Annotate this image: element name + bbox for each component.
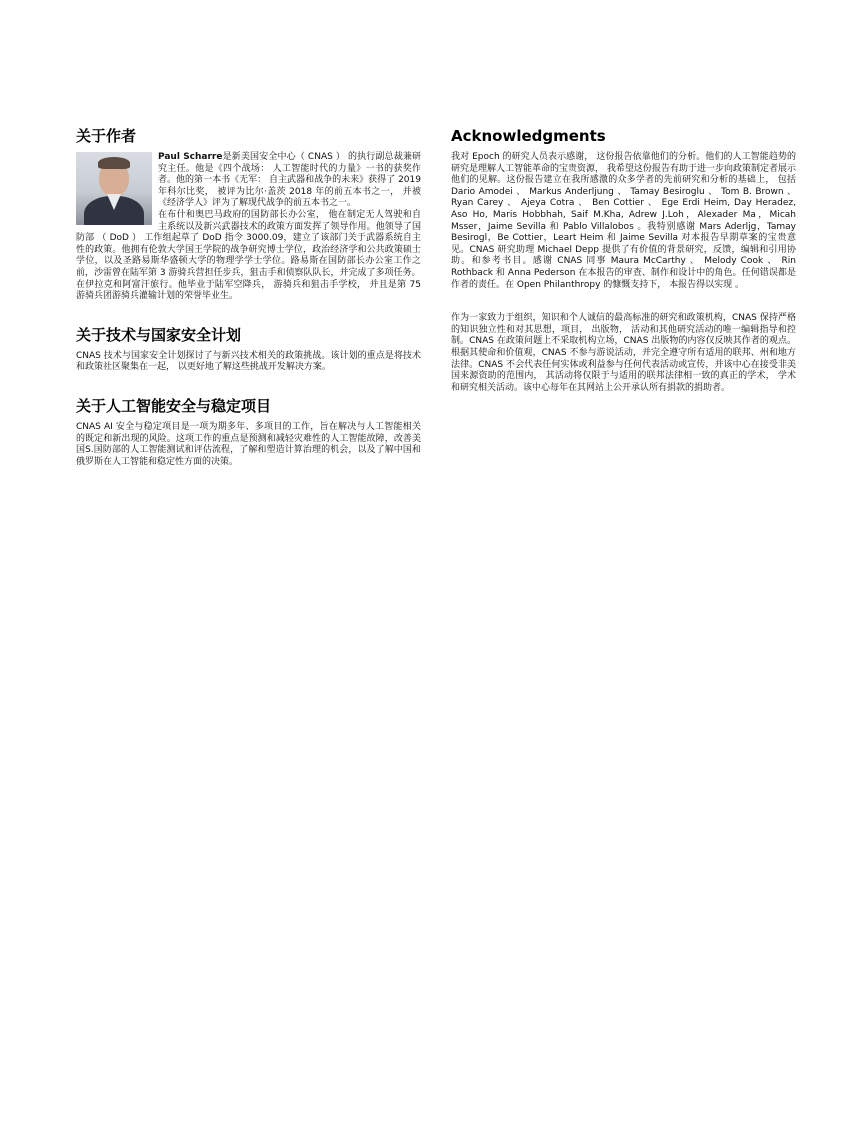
author-bio <box>76 152 421 303</box>
ai-program-heading: 关于人工智能安全与稳定项目 <box>76 396 272 415</box>
tech-program-heading: 关于技术与国家安全计划 <box>76 325 242 344</box>
author-photo <box>76 152 152 225</box>
ai-program-text: CNAS AI 安全与稳定项目是一项为期多年、多项目的工作，旨在解决与人工智能相关的既定和新出现的风险。这项工作的重点是预测和减轻灾难性的人工智能故障，改善美国S.国防部的人工智能测试和评估流程，了解和塑造计算治理的机会，以及了解中国和俄罗斯在人工智能和稳定性方面的决策。 <box>76 421 421 467</box>
left-column <box>76 126 421 468</box>
right-column <box>451 126 796 394</box>
author-bio-2: 在布什和奥巴马政府的国防部长办公室， 他在制定无人驾驶和自主系统以及新兴武器技术的政策方面发挥了领导作用。他领导了国防部 （ DoD ） 工作组起草了 DoD 指令 3000.09，建立了该部门关于武器系统自主性的政策。他拥有伦敦大学国王学院的战争研究博士学位，政治经济学和公共政策硕士学位，以及圣路易斯华盛顿大学的物理学学士学位。路易斯在国防部长办公室工作之前，沙雷曾在陆军第 3 游骑兵营担任步兵，狙击手和侦察队队长，并完成了多项任务。 <box>76 209 421 278</box>
author-bio-1: 是新美国安全中心（ CNAS ） 的执行副总裁兼研究主任。他是《四个战场： 人工智能时代的力量》一书的获奖作者。他的第一本书《无军： 自主武器和战争的未来》获得了 2019 年科尔比奖， 被评为比尔·盖茨 2018 年的前五本书之一， 并被《经济学人》评为了解现代战争的前五本书之一。 <box>158 152 421 209</box>
author-name: Paul Scharre <box>158 152 223 162</box>
acknowledgments-heading: Acknowledgments <box>451 127 606 145</box>
author-bio-3: 在伊拉克和阿富汗旅行。他毕业于陆军空降兵， 游骑兵和狙击手学校， 并且是第 75 游骑兵团游骑兵灌输计划的荣誉毕业生。 <box>76 279 421 302</box>
acknowledgments-text: 我对 Epoch 的研究人员表示感谢， 这份报告依靠他们的分析。他们的人工智能趋势的研究是理解人工智能革命的宝贵资源， 我希望这份报告有助于进一步向政策制定者展示他们的见解。这份报告建立在我所感激的众多学者的先前研究和分析的基础上， 包括 Dario Amodei 、 Markus Anderljung 、 Tamay Besiroglu 、 Tom B. Brown 、 Ryan Carey 、 Ajeya Cotra 、 Ben Cottier 、 Ege Erdi Heim, Day Heradez, Aso Ho, Maris Hobbhah, Saif M.Kha, Adrew J.Loh，Alexader Ma，Micah Msser，Jaime Sevilla 和 Pablo Villalobos 。我特别感谢 Mars Aderljg，Tamay Besirogl，Be Cottier，Leart Heim 和 Jaime Sevilla 对本报告早期草案的宝贵意见。CNAS 研究助理 Michael Depp 提供了有价值的背景研究，反馈，编辑和引用协助。和参考书目。感谢 CNAS 同事 Maura McCarthy 、 Melody Cook 、 Rin Rothback 和 Anna Pederson 在本报告的审查、制作和设计中的角色。任何错误都是作者的责任。在 Open Philanthropy 的慷慨支持下， 本报告得以实现 。 <box>451 152 796 290</box>
about-author-heading: 关于作者 <box>76 127 137 145</box>
cnas-statement-text: 作为一家致力于组织，知识和个人诚信的最高标准的研究和政策机构，CNAS 保持严格的知识独立性和对其思想，项目， 出版物， 活动和其他研究活动的唯一编辑指导和控制。CNAS 在政策问题上不采取机构立场，CNAS 出版物的内容仅反映其作者的观点。根据其使命和价值观，CNAS 不参与游说活动，并完全遵守所有适用的联邦、州和地方法律。CNAS 不会代表任何实体或利益参与任何代表活动或宣传，并该中心在接受非美国来源资助的范围内， 其活动将仅限于与适用的联邦法律相一致的真正的学术， 学术和研究相关活动。该中心每年在其网站上公开承认所有捐款的捐助者。 <box>451 313 796 393</box>
tech-program-text: CNAS 技术与国家安全计划探讨了与新兴技术相关的政策挑战。该计划的重点是将技术和政策社区聚集在一起， 以更好地了解这些挑战开发解决方案。 <box>76 350 421 373</box>
